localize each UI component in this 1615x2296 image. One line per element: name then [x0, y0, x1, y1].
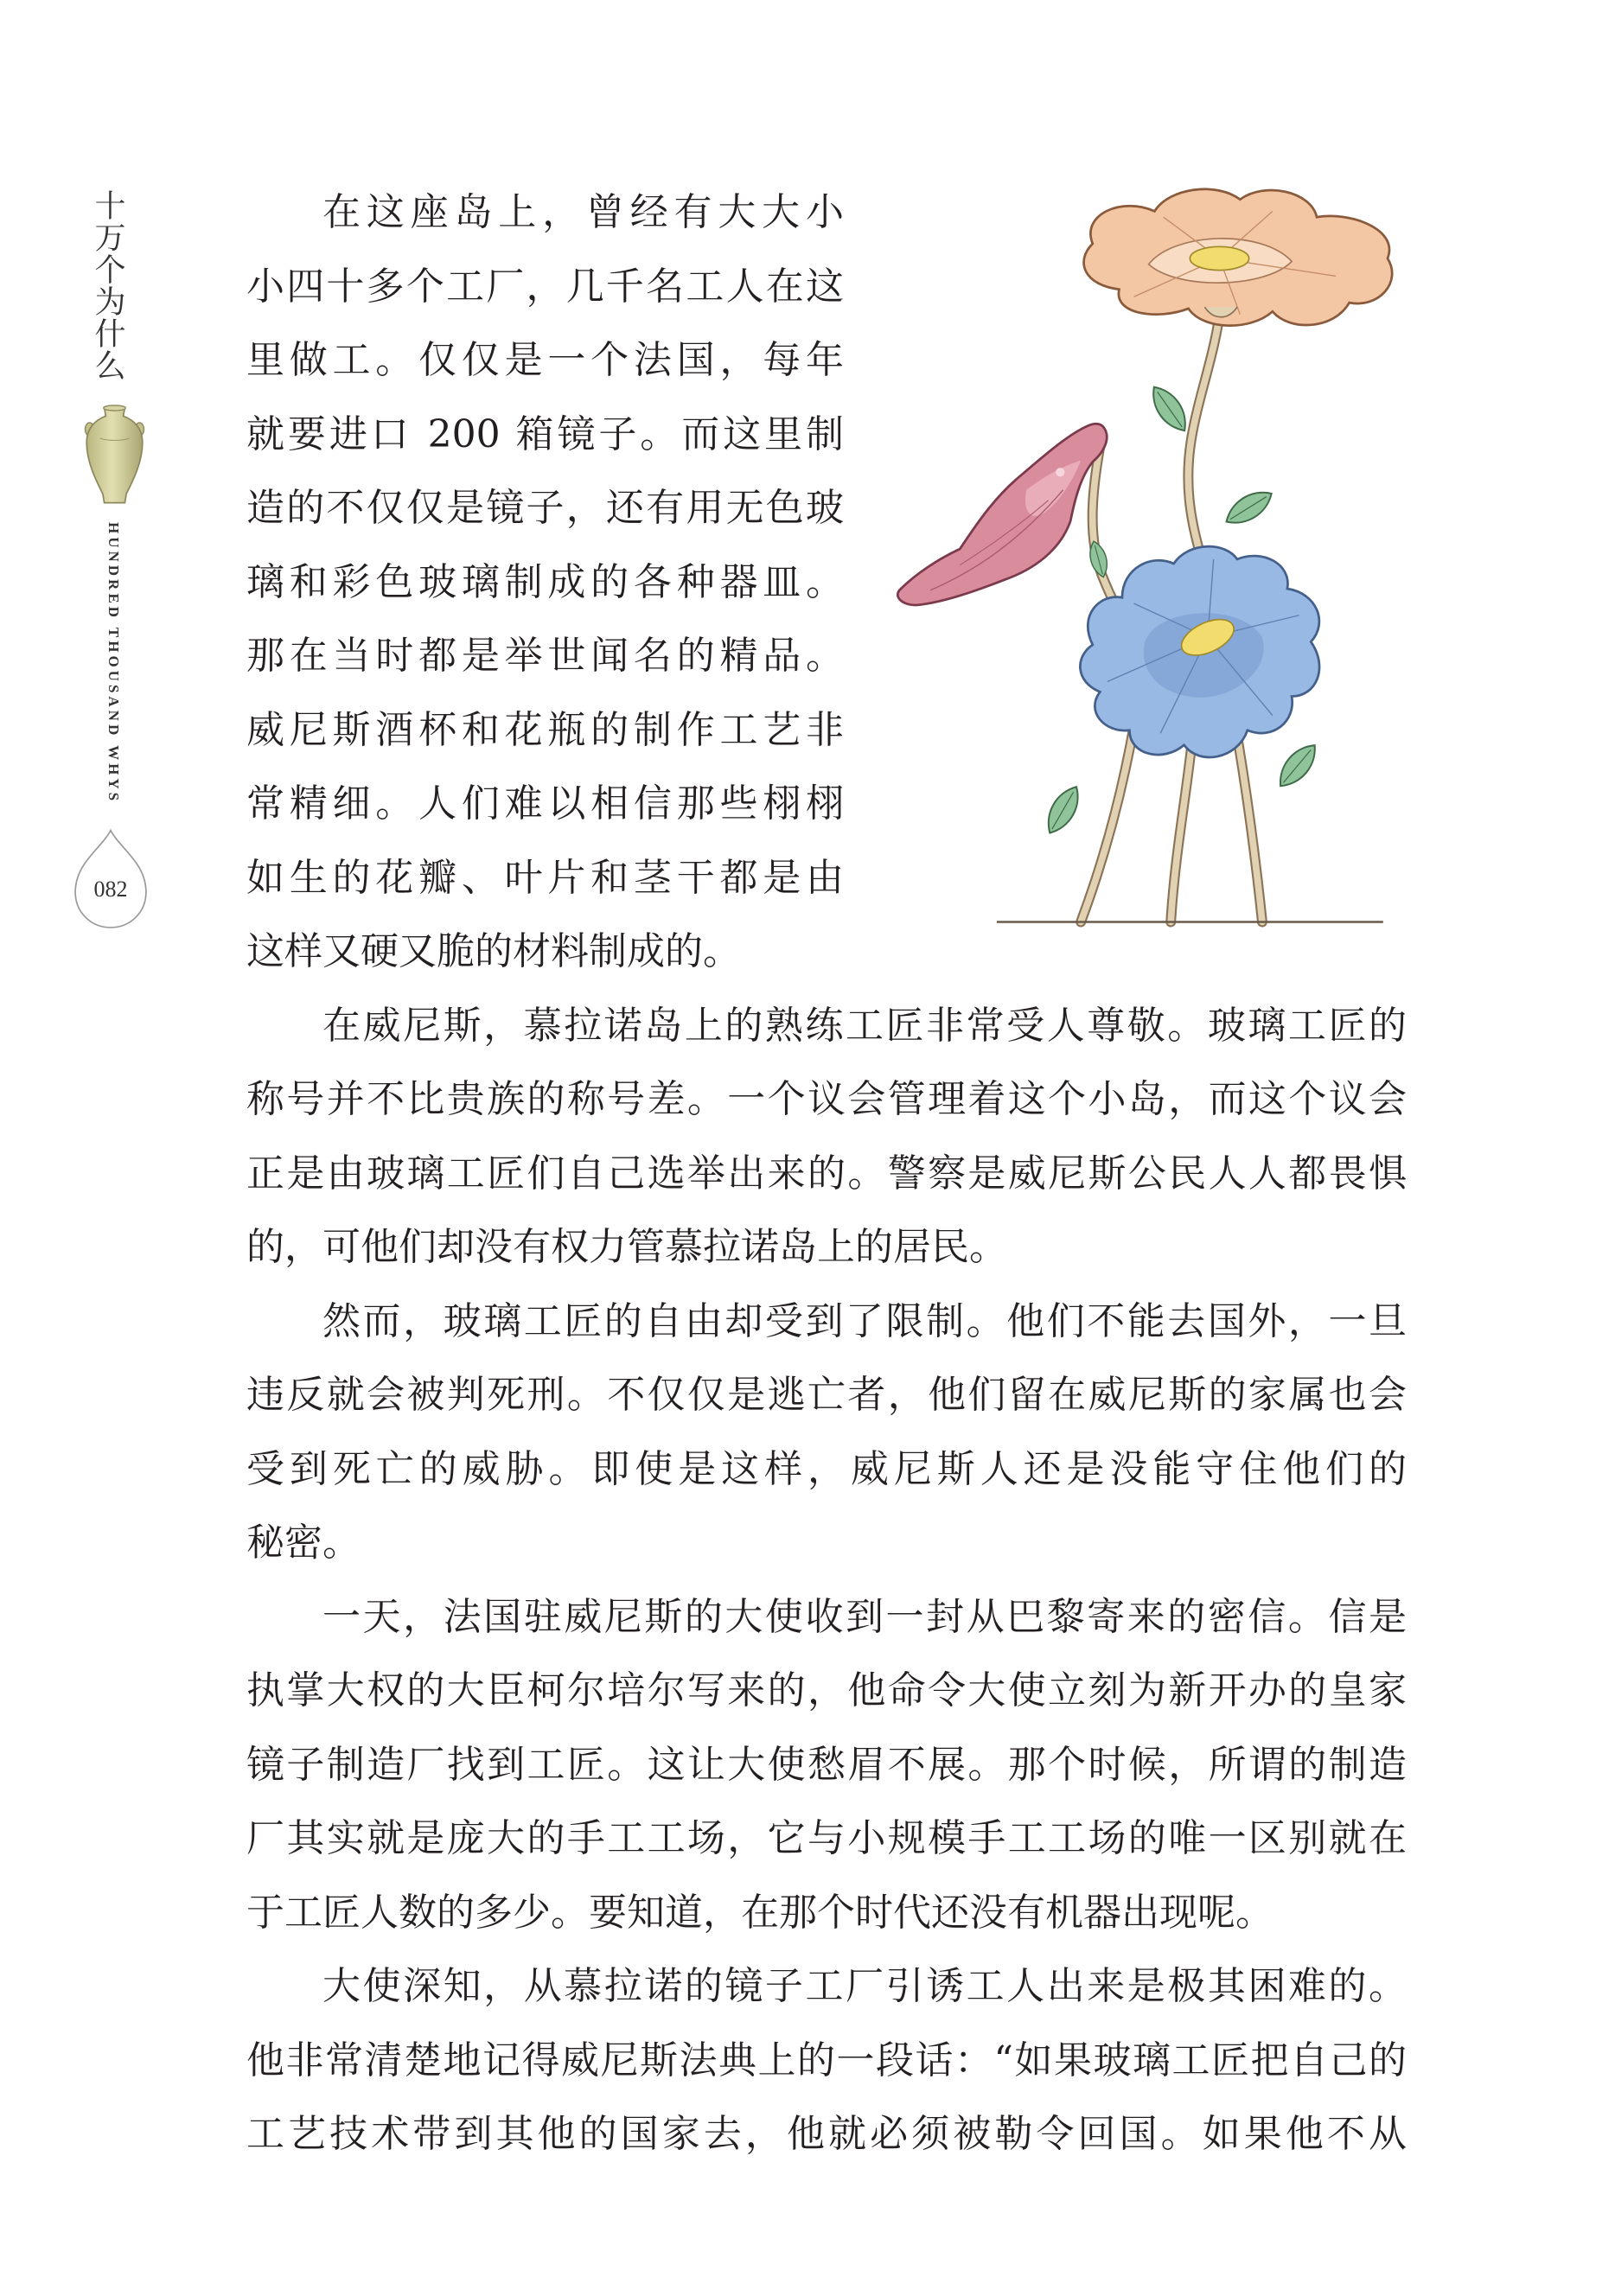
text-line: 称号并不比贵族的称号差。一个议会管理着这个小岛，而这个议会: [246, 1077, 1407, 1121]
text-line: 璃和彩色玻璃制成的各种器皿。: [246, 559, 844, 604]
text-line: 他非常清楚地记得威尼斯法典上的一段话：“如果玻璃工匠把自己的: [246, 2038, 1407, 2082]
series-title: 十万个为什么: [90, 189, 125, 381]
vase-icon: [82, 403, 147, 506]
text-line: 受到死亡的威胁。即使是这样，威尼斯人还是没能守住他们的: [246, 1446, 1407, 1491]
text-line: 那在当时都是举世闻名的精品。: [246, 634, 844, 678]
body-text: [246, 175, 1407, 2172]
text-line: 违反就会被判死刑。不仅仅是逃亡者，他们留在威尼斯的家属也会: [246, 1373, 1407, 1417]
text-line: 一天，法国驻威尼斯的大使收到一封从巴黎寄来的密信。信是: [322, 1594, 1407, 1639]
text-line: 在这座岛上，曾经有大大小: [322, 190, 844, 234]
text-line: 厂其实就是庞大的手工工场，它与小规模手工工场的唯一区别就在: [246, 1816, 1407, 1860]
page-number: 082: [93, 877, 128, 902]
paragraph: [246, 1580, 1407, 1950]
text-line: 小四十多个工厂，几千名工人在这: [246, 264, 844, 309]
text-line: 秘密。: [246, 1521, 361, 1565]
text-line: 大使深知，从慕拉诺的镜子工厂引诱工人出来是极其困难的。: [322, 1964, 1407, 2008]
text-line: 就要进口 200 箱镜子。而这里制: [246, 411, 844, 456]
text-line: 常精细。人们难以相信那些栩栩: [246, 781, 844, 826]
text-line: 造的不仅仅是镜子，还有用无色玻: [246, 486, 844, 530]
text-line: 正是由玻璃工匠们自己选举出来的。警察是威尼斯公民人人都畏惧: [246, 1151, 1407, 1196]
text-line: 镜子制造厂找到工匠。这让大使愁眉不展。那个时候，所谓的制造: [246, 1742, 1407, 1787]
series-title-english: HUNDRED THOUSAND WHYS: [105, 522, 122, 805]
text-line: 威尼斯酒杯和花瓶的制作工艺非: [246, 707, 844, 752]
text-line: 执掌大权的大臣柯尔培尔写来的，他命令大使立刻为新开办的皇家: [246, 1668, 1407, 1712]
paragraph: [246, 175, 1407, 989]
text-line: 然而，玻璃工匠的自由却受到了限制。他们不能去国外，一旦: [322, 1298, 1407, 1343]
text-line: 如生的花瓣、叶片和茎干都是由: [246, 855, 844, 900]
text-line: 这样又硬又脆的材料制成的。: [246, 929, 741, 973]
text-line: 工艺技术带到其他的国家去，他就必须被勒令回国。如果他不从: [246, 2112, 1407, 2156]
text-line: 在威尼斯，慕拉诺岛上的熟练工匠非常受人尊敬。玻璃工匠的: [322, 1003, 1407, 1048]
text-line: 于工匠人数的多少。要知道，在那个时代还没有机器出现呢。: [246, 1890, 1273, 1935]
paragraph: [246, 989, 1407, 1285]
text-line: 的，可他们却没有权力管慕拉诺岛上的居民。: [246, 1225, 1007, 1269]
paragraph: [246, 1949, 1407, 2172]
paragraph: [246, 1285, 1407, 1580]
text-line: 里做工。仅仅是一个法国，每年: [246, 338, 844, 382]
